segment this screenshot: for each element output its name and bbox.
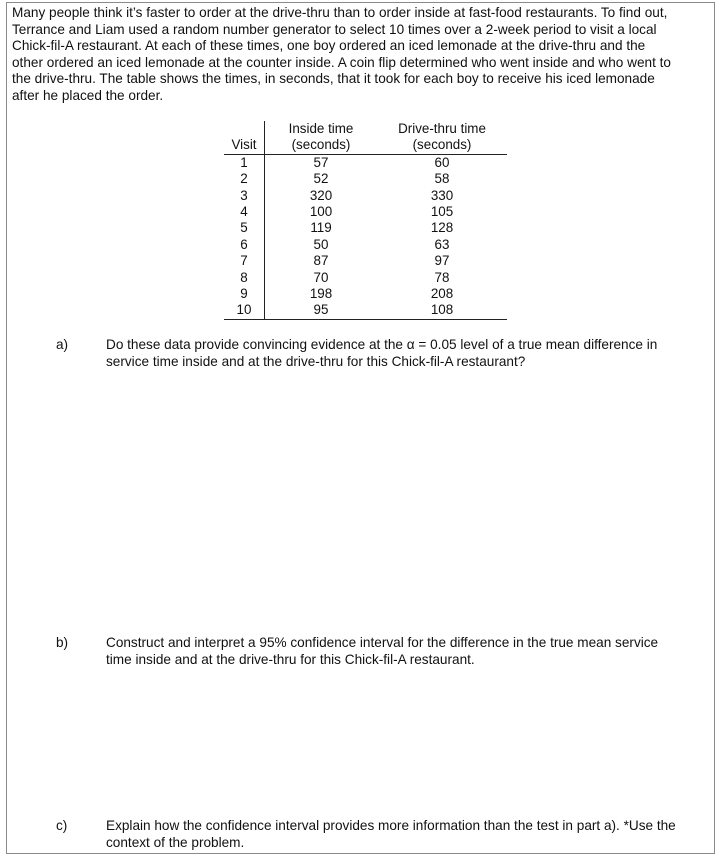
inside-cell: 95 [265, 302, 378, 319]
question-line: service time inside and at the drive-thru for this Chick-fil-A restaurant? [106, 353, 526, 369]
table-row [224, 171, 507, 187]
question-b-text [106, 635, 706, 668]
inside-cell: 119 [310, 220, 332, 236]
inside-cell: 70 [313, 269, 329, 285]
question-line: time inside and at the drive-thru for this Chick-fil-A restaurant. [106, 651, 475, 667]
inside-cell: 87 [313, 253, 329, 269]
table-row [224, 302, 507, 319]
question-b-label: b) [56, 635, 69, 650]
intro-line: Many people think it’s faster to order at the drive-thru than to order inside at fast-food restaurants. To find out, [12, 5, 668, 20]
drive-cell: 208 [430, 286, 454, 302]
question-line: context of the problem. [106, 834, 245, 850]
visit-cell: 3 [224, 188, 265, 204]
question-line: Do these data provide convincing evidence at the α = 0.05 level of a true mean difference in [106, 337, 658, 352]
drive-cell: 128 [430, 220, 454, 236]
inside-cell: 320 [309, 187, 333, 203]
table-header-row [224, 121, 507, 154]
drive-cell: 97 [434, 253, 450, 269]
intro-line: Chick-fil-A restaurant. At each of these times, one boy ordered an iced lemonade at the drive-thru and the [12, 38, 646, 54]
table-row [224, 237, 507, 253]
drive-cell: 60 [434, 154, 450, 170]
question-line: Explain how the confidence interval provides more information than the test in part a). *Use the [106, 818, 676, 833]
inside-cell: 100 [309, 204, 333, 220]
drive-cell: 108 [377, 302, 507, 319]
visit-cell: 6 [224, 237, 265, 253]
drive-cell: 330 [430, 187, 454, 203]
drive-header-line2: (seconds) [412, 137, 472, 153]
inside-header-line1: Inside time [288, 121, 354, 136]
intro-line: Terrance and Liam used a random number generator to select 10 times over a 2-week period to visit a local [12, 21, 657, 37]
question-c-label: c) [56, 818, 68, 833]
intro-line: after he placed the order. [12, 87, 164, 103]
question-a-text [106, 337, 706, 370]
inside-cell: 50 [313, 236, 329, 252]
inside-header-line2: (seconds) [291, 137, 351, 153]
inside-cell: 198 [309, 286, 333, 302]
drive-cell: 63 [434, 236, 450, 252]
table-row [224, 154, 507, 171]
drive-cell: 58 [434, 171, 450, 187]
inside-cell: 52 [313, 171, 329, 187]
drive-cell: 105 [430, 204, 454, 220]
intro-line: other ordered an iced lemonade at the counter inside. A coin flip determined who went inside and who went to [12, 54, 671, 70]
visit-header-label: Visit [231, 137, 257, 153]
intro-line: the drive-thru. The table shows the times, in seconds, that it took for each boy to receive his iced lemonade [12, 71, 655, 87]
table-row [224, 220, 507, 236]
drive-cell: 78 [434, 269, 450, 285]
table-row [224, 270, 507, 286]
drive-column-header [377, 121, 507, 154]
drive-header-line1: Drive-thru time [398, 121, 486, 136]
question-a-label: a) [56, 337, 69, 352]
visit-cell: 8 [224, 270, 265, 286]
table-row [224, 204, 507, 220]
inside-cell: 57 [313, 154, 329, 170]
visit-cell: 1 [224, 154, 265, 171]
visit-cell: 2 [224, 171, 265, 187]
visit-column-header [224, 121, 265, 154]
question-line: Construct and interpret a 95% confidence interval for the difference in the true mean service [106, 635, 659, 650]
visit-cell: 7 [224, 253, 265, 269]
table-row [224, 188, 507, 204]
table-row [224, 286, 507, 302]
visit-cell: 9 [224, 286, 265, 302]
problem-intro [12, 5, 712, 105]
question-c-text [106, 818, 706, 851]
visit-cell: 4 [224, 204, 265, 220]
service-time-table [224, 121, 507, 320]
visit-cell: 10 [224, 302, 265, 319]
table-row [224, 253, 507, 269]
visit-cell: 5 [224, 220, 265, 236]
inside-column-header [265, 121, 378, 154]
